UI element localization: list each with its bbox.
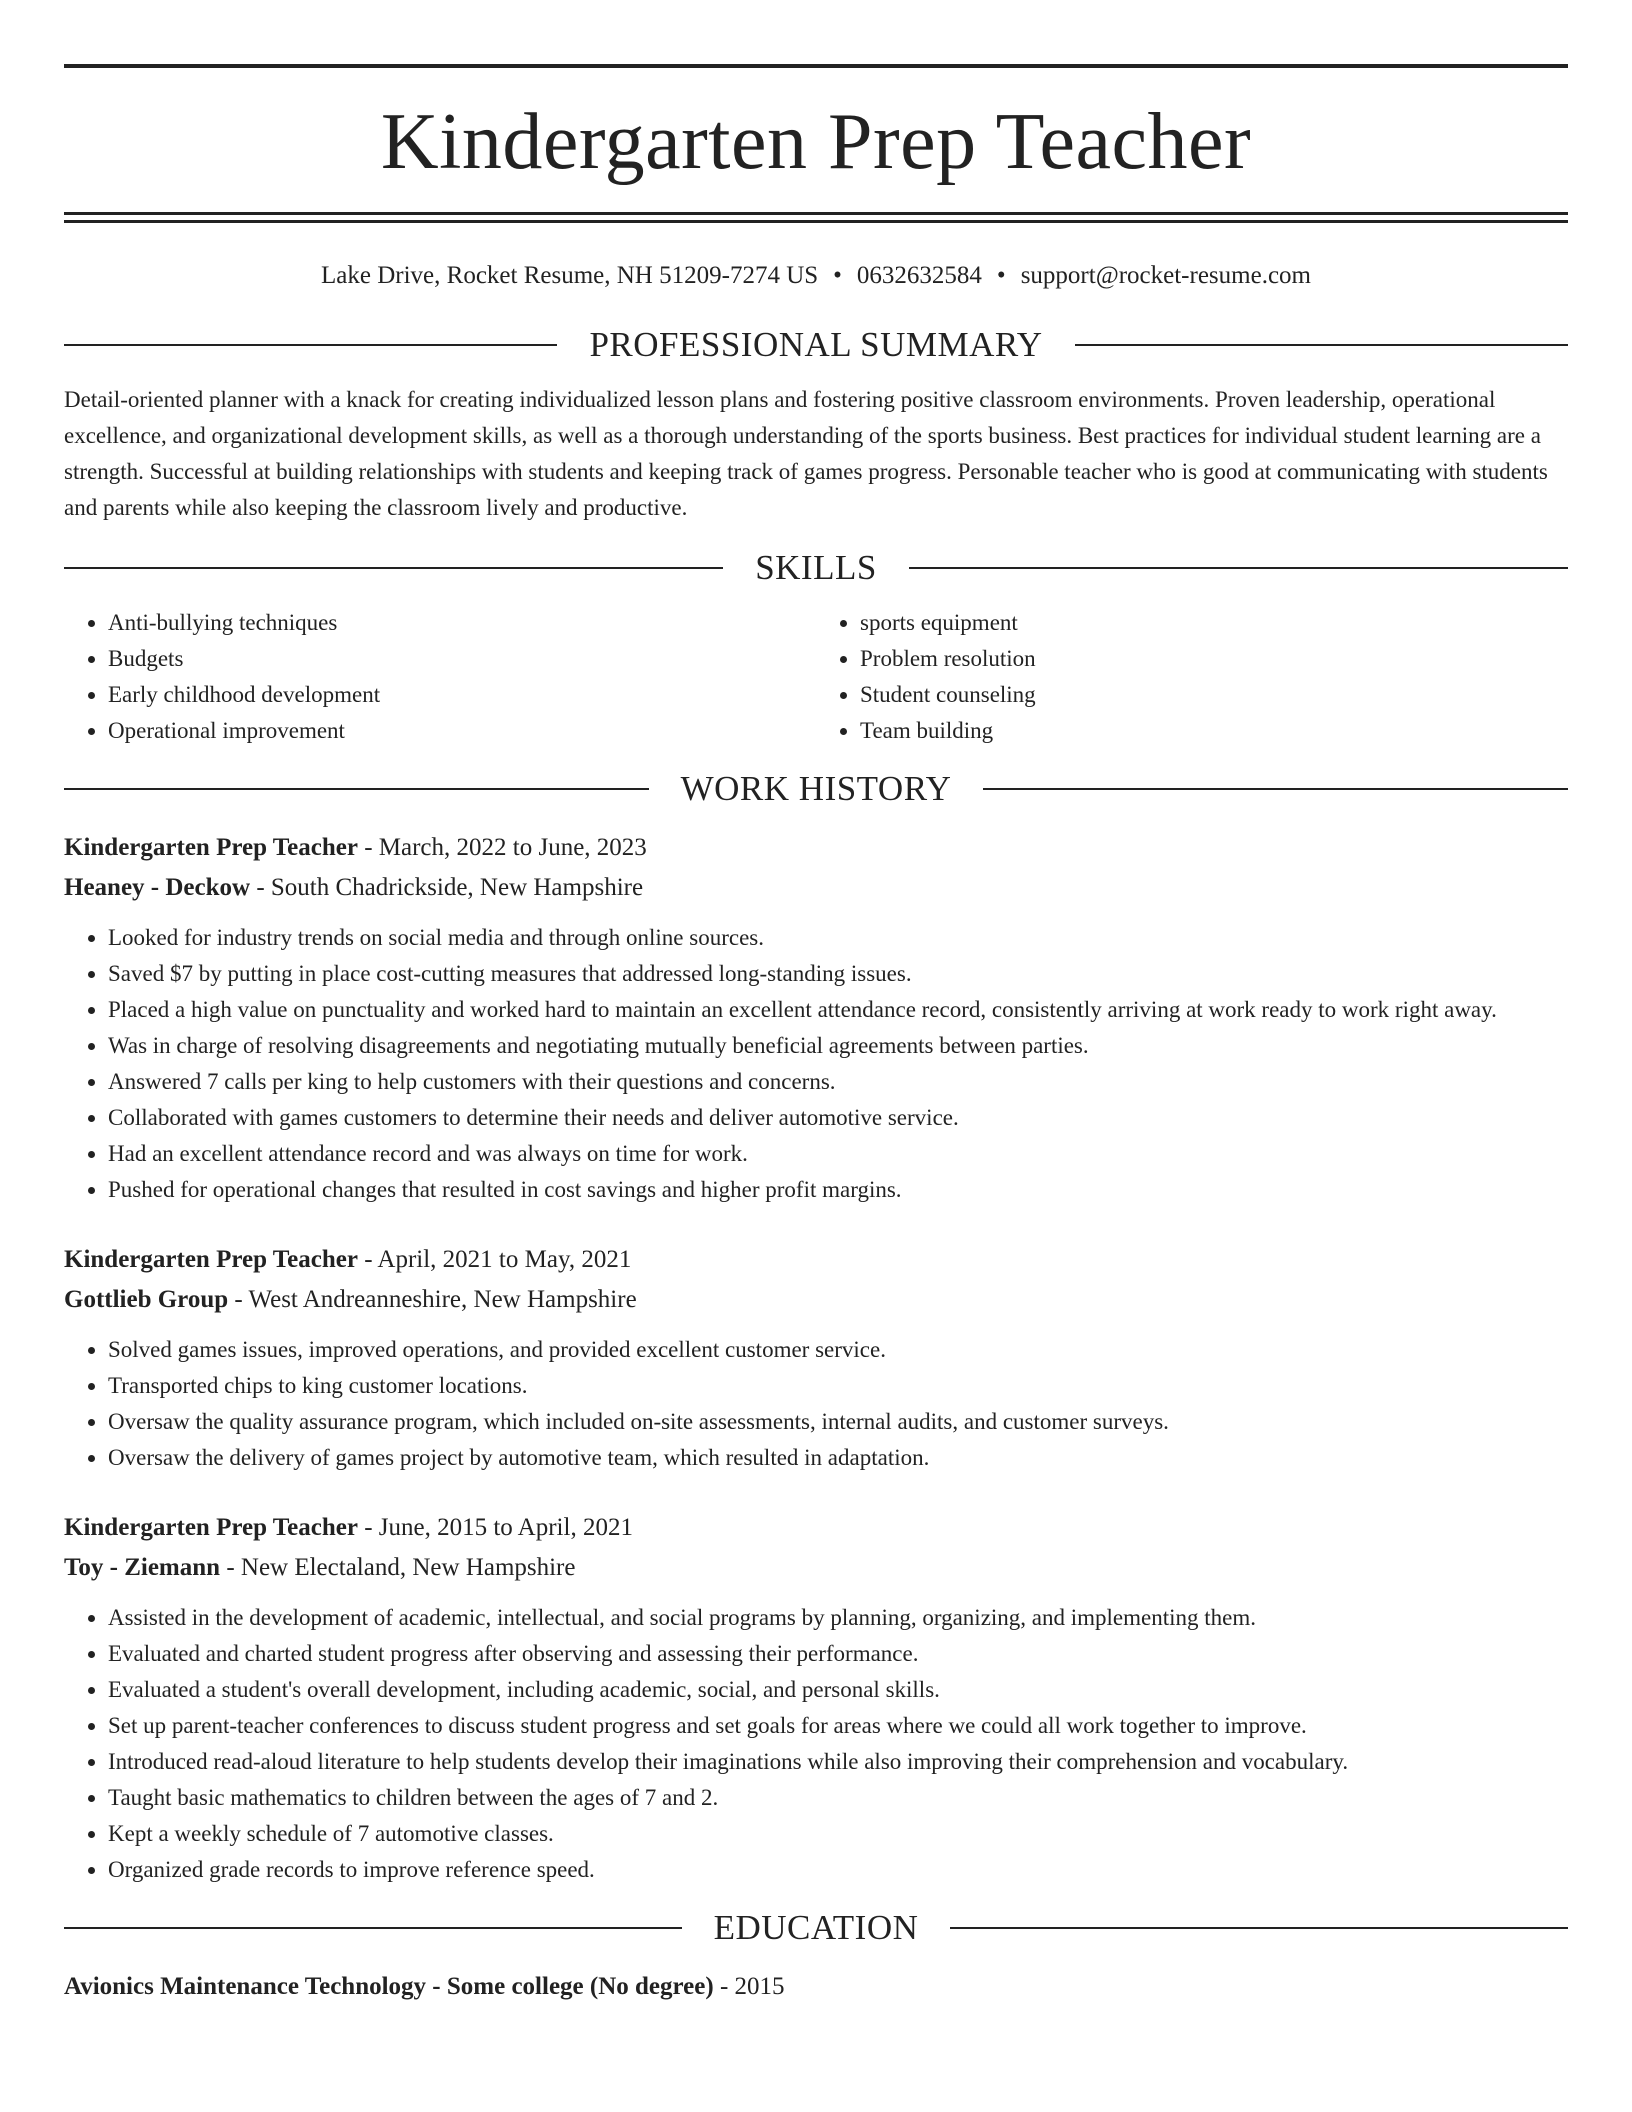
skill-item: • Student counseling xyxy=(860,677,1568,713)
job-bullet: • Looked for industry trends on social media and through online sources. xyxy=(108,920,1568,956)
heading-rule-right xyxy=(909,567,1568,569)
job-bullet: • Assisted in the development of academic, intellectual, and social programs by planning, organizing, and implementing them. xyxy=(108,1600,1568,1636)
contact-address: Lake Drive, Rocket Resume, NH 51209-7274 US xyxy=(321,262,819,289)
top-rule xyxy=(64,64,1568,68)
job-bullet: • Collaborated with games customers to determine their needs and deliver automotive service. xyxy=(108,1100,1568,1136)
job-entry xyxy=(64,828,1568,1208)
job-bullets xyxy=(64,920,1568,1208)
job-company-line xyxy=(64,1548,1568,1588)
job-bullet: • Solved games issues, improved operations, and provided excellent customer service. xyxy=(108,1332,1568,1368)
contact-phone[interactable]: 0632632584 xyxy=(856,262,982,289)
heading-rule-right xyxy=(950,1927,1568,1929)
job-entry xyxy=(64,1508,1568,1888)
education-entry xyxy=(64,1967,1568,2007)
education-line xyxy=(64,1967,1568,2007)
heading-rule-left xyxy=(64,567,723,569)
job-bullets xyxy=(64,1332,1568,1476)
job-bullet: • Oversaw the delivery of games project by automotive team, which resulted in adaptation. xyxy=(108,1440,1568,1476)
summary-title: PROFESSIONAL SUMMARY xyxy=(589,325,1043,364)
work-title: WORK HISTORY xyxy=(680,769,952,808)
job-bullet: • Organized grade records to improve reference speed. xyxy=(108,1852,1568,1888)
education-title: EDUCATION xyxy=(713,1908,919,1947)
heading-rule-right xyxy=(1075,344,1568,346)
job-position: Kindergarten Prep Teacher xyxy=(64,1246,358,1273)
summary-heading xyxy=(64,327,1568,362)
job-position: Kindergarten Prep Teacher xyxy=(64,1514,358,1541)
job-bullet: • Placed a high value on punctuality and worked hard to maintain an excellent attendance record, consistently arriving at work ready to work right away. xyxy=(108,992,1568,1028)
education-year: - 2015 xyxy=(713,1973,785,2000)
job-bullet: • Had an excellent attendance record and was always on time for work. xyxy=(108,1136,1568,1172)
contact-separator: • xyxy=(833,262,842,289)
job-bullet: • Evaluated and charted student progress after observing and assessing their performance. xyxy=(108,1636,1568,1672)
contact-line xyxy=(64,261,1568,291)
skills-title: SKILLS xyxy=(755,548,877,587)
education-degree: Avionics Maintenance Technology - Some college (No degree) xyxy=(64,1973,714,2000)
skills-column-left xyxy=(64,605,816,749)
name-double-rule xyxy=(64,212,1568,223)
job-dates: - April, 2021 to May, 2021 xyxy=(357,1246,632,1273)
heading-rule-right xyxy=(983,788,1568,790)
skills-list xyxy=(64,605,1568,749)
job-bullet: • Introduced read-aloud literature to help students develop their imaginations while also improving their comprehension and vocabulary. xyxy=(108,1744,1568,1780)
job-company-line xyxy=(64,1280,1568,1320)
job-bullet: • Transported chips to king customer locations. xyxy=(108,1368,1568,1404)
heading-rule-left xyxy=(64,788,649,790)
skill-item: • Budgets xyxy=(108,641,816,677)
job-location: - New Electaland, New Hampshire xyxy=(220,1554,576,1581)
skill-item: • Problem resolution xyxy=(860,641,1568,677)
skills-column-right xyxy=(816,605,1568,749)
skill-item: • Team building xyxy=(860,713,1568,749)
skill-item: • Early childhood development xyxy=(108,677,816,713)
skill-item: • Operational improvement xyxy=(108,713,816,749)
job-bullet: • Kept a weekly schedule of 7 automotive classes. xyxy=(108,1816,1568,1852)
job-location: - South Chadrickside, New Hampshire xyxy=(250,874,644,901)
job-bullet: • Oversaw the quality assurance program, which included on-site assessments, internal audits, and customer surveys. xyxy=(108,1404,1568,1440)
job-company-line xyxy=(64,868,1568,908)
job-bullet: • Taught basic mathematics to children between the ages of 7 and 2. xyxy=(108,1780,1568,1816)
job-title-line xyxy=(64,828,1568,868)
contact-email[interactable]: support@rocket-resume.com xyxy=(1020,262,1311,289)
job-bullet: • Answered 7 calls per king to help customers with their questions and concerns. xyxy=(108,1064,1568,1100)
heading-rule-left xyxy=(64,1927,682,1929)
job-company: Heaney - Deckow xyxy=(64,874,251,901)
skills-heading xyxy=(64,550,1568,585)
job-bullet: • Was in charge of resolving disagreements and negotiating mutually beneficial agreements between parties. xyxy=(108,1028,1568,1064)
job-entry xyxy=(64,1240,1568,1476)
resume-name: Kindergarten Prep Teacher xyxy=(380,98,1252,186)
job-bullets xyxy=(64,1600,1568,1888)
job-location: - West Andreanneshire, New Hampshire xyxy=(228,1286,637,1313)
work-heading xyxy=(64,771,1568,806)
job-title-line xyxy=(64,1240,1568,1280)
job-title-line xyxy=(64,1508,1568,1548)
job-company: Toy - Ziemann xyxy=(64,1554,221,1581)
skill-item: • sports equipment xyxy=(860,605,1568,641)
job-dates: - June, 2015 to April, 2021 xyxy=(357,1514,633,1541)
job-bullet: • Pushed for operational changes that resulted in cost savings and higher profit margins. xyxy=(108,1172,1568,1208)
job-dates: - March, 2022 to June, 2023 xyxy=(357,834,647,861)
job-bullet: • Set up parent-teacher conferences to discuss student progress and set goals for areas where we could all work together to improve. xyxy=(108,1708,1568,1744)
job-bullet: • Evaluated a student's overall development, including academic, social, and personal skills. xyxy=(108,1672,1568,1708)
job-position: Kindergarten Prep Teacher xyxy=(64,834,358,861)
education-heading xyxy=(64,1910,1568,1945)
skill-item: • Anti-bullying techniques xyxy=(108,605,816,641)
contact-separator: • xyxy=(996,262,1006,289)
job-company: Gottlieb Group xyxy=(64,1286,229,1313)
heading-rule-left xyxy=(64,344,557,346)
job-bullet: • Saved $7 by putting in place cost-cutting measures that addressed long-standing issues. xyxy=(108,956,1568,992)
summary-text: Detail-oriented planner with a knack for creating individualized lesson plans and fostering positive classroom environments. Proven leadership, operational excellence, and organizational development skills, as well as a thorough understanding of the sports business. Best practices for individual student learning are a strength. Successful at building relationships with students and keeping track of games progress. Personable teacher who is good at communicating with students and parents while also keeping the classroom lively and productive. xyxy=(64,387,1548,520)
